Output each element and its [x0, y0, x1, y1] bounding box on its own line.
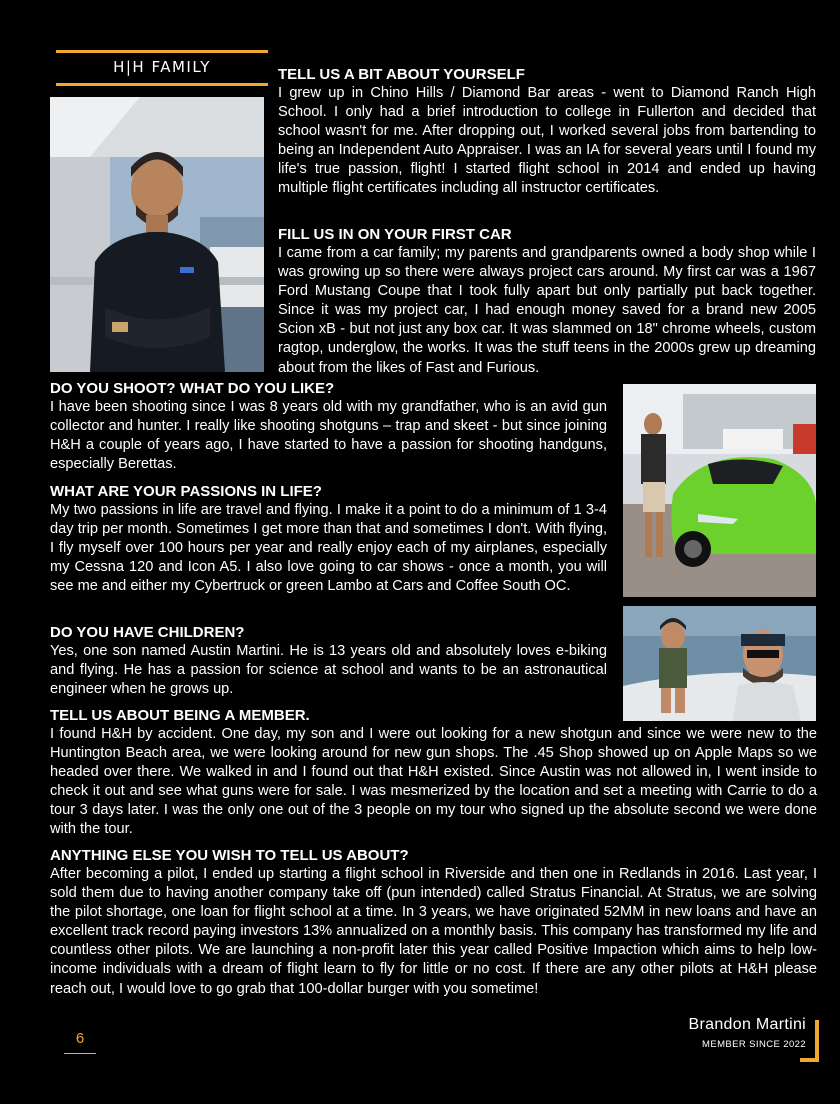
section-body: I came from a car family; my parents and grandparents owned a body shop while I was growing up so there were always project cars around. My first car was a 1967 Ford Mustang Coupe that I took fully apart but only partially put back together. Since it was my project car, I had enough money saved for a brand new 2005 Scion xB - but not just any box car. It was slammed on 18" chrome wheels, custom ragtop, underglow, the works. It was the stuff teens in the 2000s grew up dreaming about from the likes of Fast and Furious. [278, 245, 816, 376]
member-since: MEMBER SINCE 2022 [702, 1039, 806, 1050]
portrait-photo [50, 97, 264, 372]
section-anything-else [50, 846, 817, 999]
page-number-rule [64, 1053, 96, 1054]
section-about-yourself [278, 65, 816, 199]
member-name: Brandon Martini [688, 1016, 806, 1033]
corner-bracket [800, 1058, 819, 1062]
section-body: After becoming a pilot, I ended up starting a flight school in Riverside and then one in Redlands in 2016. Last year, I sold them due to having another company take off (pun intended) called Stratus Financial. At Stratus, we are solving the pilot shortage, one loan for flight school at a time. In 3 years, we have originated 52MM in new loans and have an excellent track record paying investors 13% annualized on a monthly basis. This company has transformed my life and countless other pilots. We are launching a non-profit later this year called Positive Impaction which aims to help low-income individuals with a dream of flight learn to fly for little or no cost. If there are any other pilots at H&H please reach out, I would love to go grab that 100-dollar burger with you sometime! [50, 866, 817, 997]
section-heading: ANYTHING ELSE YOU WISH TO TELL US ABOUT? [50, 847, 409, 864]
section-heading: DO YOU HAVE CHILDREN? [50, 624, 245, 641]
section-body: I grew up in Chino Hills / Diamond Bar areas - went to Diamond Ranch High School. I only had a brief introduction to college in Fullerton and decided that school wasn't for me. After dropping out, I worked several jobs from bartending to being an Independent Auto Appraiser. I was an IA for several years until I found my life's true passion, flight! I started flight school in 2014 and ended up having multiple flight certificates including all instructor certificates. [278, 85, 816, 197]
section-first-car [278, 225, 816, 378]
section-heading: DO YOU SHOOT? WHAT DO YOU LIKE? [50, 380, 335, 397]
section-heading: WHAT ARE YOUR PASSIONS IN LIFE? [50, 483, 322, 500]
section-body: My two passions in life are travel and flying. I make it a point to do a minimum of 1 3-4 day trip per month. Sometimes I get more than that and sometimes I don't. With flying, I fly myself over 100 hours per year and really enjoy each of my airplanes, especially my Cessna 120 and Icon A5. I also love going to car shows - once a month, you will see me and either my Cybertruck or green Lambo at Cars and Coffee South OC. [50, 502, 607, 595]
header-rule-bottom [56, 83, 268, 86]
section-heading: FILL US IN ON YOUR FIRST CAR [278, 226, 512, 243]
section-membership [50, 706, 817, 840]
section-heading: TELL US A BIT ABOUT YOURSELF [278, 66, 525, 83]
corner-bracket [815, 1020, 819, 1062]
family-photo [623, 606, 816, 721]
section-body: Yes, one son named Austin Martini. He is 13 years old and absolutely loves e-biking and flying. He has a passion for science at school and wants to be an astronautical engineer when he grows up. [50, 643, 607, 698]
section-body: I have been shooting since I was 8 years old with my grandfather, who is an avid gun collector and hunter. I really like shooting shotguns – trap and skeet - but since joining H&H a couple of years ago, I have started to have a passion for shooting handguns, especially Berettas. [50, 399, 607, 473]
section-body: I found H&H by accident. One day, my son and I were out looking for a new shotgun and since we were new to the Huntington Beach area, we were looking around for new gun shops. The .45 Shop showed up on Apple Maps so we headed over there. We walked in and I found out that H&H existed. Since Austin was not allowed in, I went inside to check it out and see what guns were for sale. I was mesmerized by the location and set a meeting with Carrie to do a tour 3 days later. I was the only one out of the 3 people on my tour who signed up the absolute second we were done with the tour. [50, 726, 817, 838]
page-number: 6 [75, 1030, 85, 1047]
section-passions [50, 482, 607, 596]
section-heading: TELL US ABOUT BEING A MEMBER. [50, 707, 310, 724]
car-photo [623, 384, 816, 597]
section-children [50, 623, 607, 699]
section-shooting [50, 379, 607, 474]
header-rule-top [56, 50, 268, 53]
section-label: H|H FAMILY [113, 58, 211, 76]
